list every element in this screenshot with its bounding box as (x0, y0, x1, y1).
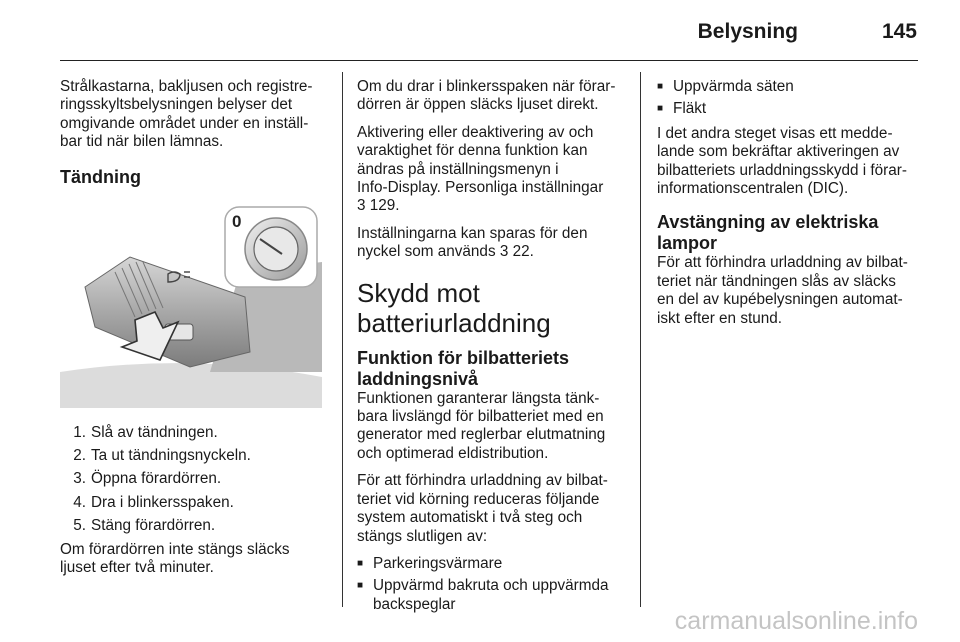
paragraph: För att förhindra urladdning av bilbat- teriet vid körning reduceras följande system automatiskt i två steg och stängs slutligen av: (357, 472, 608, 545)
paragraph: Inställningarna kan sparas för den nyckel som används 3 22. (357, 224, 588, 261)
steps-list (60, 424, 330, 536)
list-item: ■ Uppvärmda säten (657, 78, 794, 95)
paragraph: Funktionen garanterar längsta tänk- bara livslängd för bilbatteriet med en generator med reglerbar elutmatning och optimerad eldistribution. (357, 389, 606, 462)
column-divider (640, 72, 641, 607)
paragraph: I det andra steget visas ett medde- lande som bekräftar aktiveringen av bilbatteriets urladdningsskydd i förar- informationscentralen (DIC). (657, 124, 907, 198)
list-item: 2. Ta ut tändningsnyckeln. (73, 447, 251, 465)
bullet-icon: ■ (357, 580, 364, 592)
column-3 (657, 78, 927, 337)
watermark-text: carmanualsonline.info (674, 607, 918, 635)
list-item: 1. Slå av tändningen. (73, 423, 218, 441)
list-item: ■ Uppvärmd bakruta och uppvärmda backspeglar (357, 577, 609, 613)
column-divider (342, 72, 343, 607)
list-item: 5. Stäng förardörren. (73, 517, 216, 535)
paragraph: Aktivering eller deaktivering av och varaktighet för denna funktion kan ändras på inställningsmenyn i Info-Display. Personliga inställningar 3 129. (357, 123, 604, 215)
list-item: 4. Dra i blinkersspaken. (73, 493, 234, 511)
bullet-icon: ■ (357, 557, 364, 569)
bullet-icon: ■ (657, 81, 664, 92)
bullet-list (657, 78, 927, 119)
lever-figure-svg (60, 202, 322, 408)
paragraph: För att förhindra urladdning av bilbat- teriet när tändningen slås av släcks en del av kupébelysningen automat- iskt efter en stund. (657, 254, 908, 327)
section-heading-tandning: Tändning (60, 166, 141, 187)
list-item: 3. Öppna förardörren. (73, 470, 222, 488)
bullet-list (357, 555, 627, 614)
header-divider (60, 60, 918, 61)
subsection-heading: Avstängning av elektriska lampor (657, 212, 879, 254)
intro-paragraph: Strålkastarna, bakljusen och registre- ringsskyltsbelysningen belyser det omgivande området under en inställ- bar tid när bilen lämnas. (60, 78, 313, 151)
subsection-heading: Funktion för bilbatteriets laddningsnivå (357, 347, 570, 389)
outro-paragraph: Om förardörren inte stängs släcks ljuset efter två minuter. (60, 540, 290, 577)
section-title: Belysning (697, 20, 798, 43)
list-item: ■ Fläkt (657, 100, 707, 118)
page-number: 145 (881, 20, 917, 43)
turn-signal-lever-illustration (60, 202, 322, 408)
chapter-heading: Skydd mot batteriurladdning (357, 277, 551, 338)
ignition-icon (225, 207, 317, 287)
bullet-icon: ■ (657, 103, 664, 115)
ignition-position-label: 0 (232, 211, 242, 231)
column-1 (60, 78, 330, 586)
column-2 (357, 78, 627, 620)
list-item: ■ Parkeringsvärmare (357, 554, 503, 572)
paragraph: Om du drar i blinkersspaken när förar- dörren är öppen släcks ljuset direkt. (357, 78, 616, 114)
